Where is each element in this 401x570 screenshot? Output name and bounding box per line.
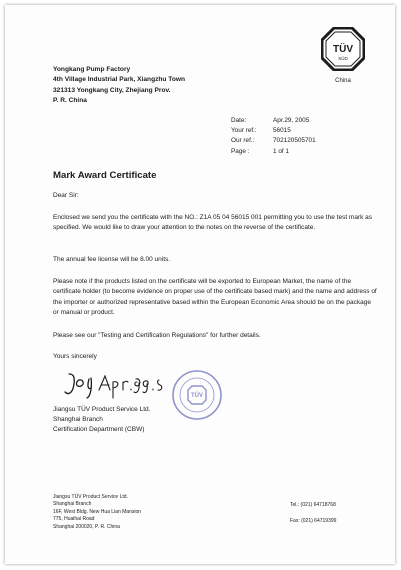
signatory-block	[53, 405, 150, 436]
paragraph-2: The annual fee license will be 8.00 units.	[53, 256, 171, 263]
meta-label: Date:	[231, 117, 247, 124]
footer-address	[53, 494, 141, 531]
meta-value: 56015	[273, 127, 291, 135]
logo-subtext: SÜD	[338, 56, 348, 61]
svg-text:TÜV: TÜV	[191, 393, 203, 399]
footer-line: 775, Huaihai Road	[53, 516, 95, 523]
address-line: 321313 Yongkang City, Zhejiang Prov.	[53, 86, 171, 94]
salutation: Dear Sir:	[53, 192, 79, 199]
signatory-line: Certification Department (CBW)	[53, 426, 145, 434]
paragraph-1: Enclosed we send you the certificate with the NO.: Z1A 05 04 56015 001 permitting you to use the test mark as specified. We would like to draw your attention to the notes on the reverse of the certificate.	[53, 214, 373, 232]
logo-text: TÜV	[333, 44, 353, 55]
address-line: Yongkang Pump Factory	[53, 66, 131, 73]
footer-line: Shanghai Branch	[53, 501, 92, 508]
meta-label: Our ref.:	[231, 137, 255, 145]
meta-row	[231, 126, 316, 136]
handwritten-signature	[63, 370, 173, 402]
signatory-line: Shanghai Branch	[53, 416, 103, 424]
closing: Yours sincerely	[53, 353, 97, 360]
footer-line: Shanghai 200020, P. R. China	[53, 523, 120, 530]
address-line: P. R. China	[53, 97, 87, 105]
signatory-line: Jiangsu TÜV Product Service Ltd.	[53, 406, 151, 413]
logo-country: China	[335, 78, 351, 84]
sender-address	[53, 65, 185, 107]
footer-fax: Fax: (021) 64719399	[290, 518, 337, 524]
meta-row	[231, 147, 316, 157]
meta-value: 1 of 1	[273, 147, 289, 155]
footer-line: Jiangsu TÜV Product Service Ltd.	[53, 494, 128, 500]
tuv-octagon-icon	[321, 27, 365, 71]
meta-label: Page :	[231, 147, 250, 155]
address-line: 4th Village Industrial Park, Xiangzhu Town	[53, 76, 186, 84]
letter-page	[5, 5, 395, 564]
company-seal	[171, 369, 223, 421]
reference-block	[231, 116, 316, 157]
tuv-logo	[317, 27, 369, 84]
meta-row	[231, 136, 316, 146]
meta-row	[231, 116, 316, 126]
meta-value: 702120505701	[273, 137, 316, 145]
footer-tel: Tel.: (021) 64718768	[290, 502, 336, 508]
paragraph-3: Please note if the products listed on the certificate will be exported to European Market, the name of the certificate holder (to become evidence on proper use of the certificate based mark) and the name and address of the importer or authorized representative based within the European Economic Area should be on the package or manual or product.	[53, 278, 377, 317]
letter-title: Mark Award Certificate	[53, 170, 157, 181]
footer-line: 16F, West Bldg. New Hua Lian Mansion	[53, 508, 142, 515]
paragraph-4: Please see our "Testing and Certification Regulations" for further details.	[53, 332, 261, 339]
meta-value: Apr.29, 2005	[273, 117, 310, 124]
meta-label: Your ref.:	[231, 127, 257, 135]
